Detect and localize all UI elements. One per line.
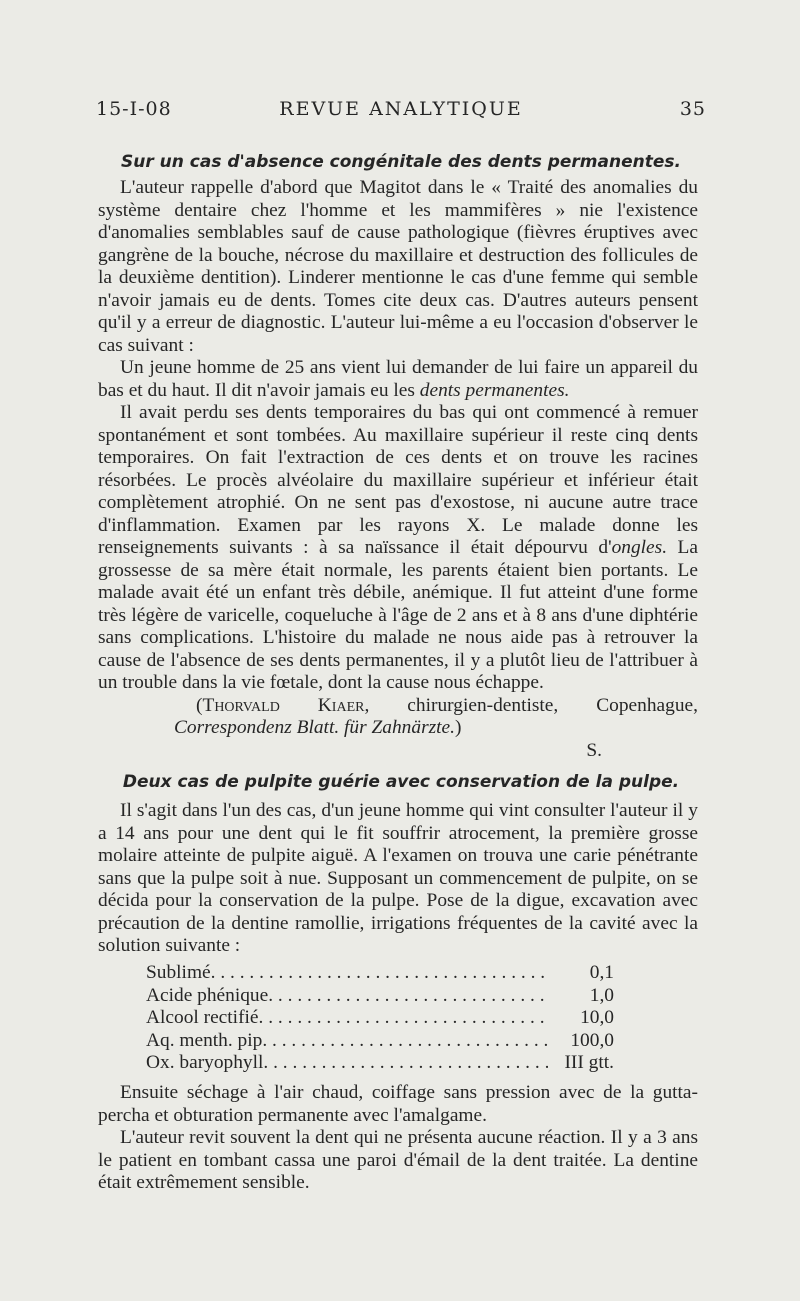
formula-row [146,1052,614,1075]
formula-quantity: 0,1 [589,962,614,983]
article-2-paragraph-2: Ensuite séchage à l'air chaud, coiffage sans pression avec de la gutta-percha et obturation permanente avec l'amalgame. [98,1082,698,1126]
formula-ingredient: Alcool rectifié [146,1007,259,1028]
article-2-body-continued [98,1082,698,1195]
article-2-heading: Deux cas de pulpite guérie avec conservation de la pulpe. [122,772,680,792]
article-1-heading: Sur un cas d'absence congénitale des dents permanentes. [121,152,681,172]
formula-ingredient: Acide phénique [146,984,269,1006]
formula-ingredient: Sublimé [146,962,211,983]
folio-date: 15-I-08 [96,98,172,120]
article-2-paragraph-1: Il s'agit dans l'un des cas, d'un jeune homme qui vint consulter l'auteur il y a 14 ans pour une dent qui le fit souffrir atrocement, la première grosse molaire atteinte de pulpite aiguë. A l'examen on trouva une carie pénétrante sans que la pulpe soit à nue. Supposant un commencement de pulpite, on se décida pour la conservation de la pulpe. Pose de la digue, excavation avec précaution de la dentine ramollie, irrigations fréquentes de la cavité avec la solution suivante : [98,800,698,956]
leader-dots [268,985,548,1008]
formula-quantity: III gtt. [564,1052,614,1073]
page-number: 35 [679,98,706,120]
article-1-source: (Thorvald Kiaer, chirurgien-dentiste, Copenhague, Correspondenz Blatt. für Zahnärzte.) [174,694,699,738]
formula-quantity: 100,0 [570,1029,614,1051]
article-1-signature: S. [586,739,602,761]
leader-dots [262,1030,548,1053]
formula-row [146,1007,614,1030]
paragraph-3-text-a: Il avait perdu ses dents temporaires du bas qui ont commencé à remuer spontanément et sont tombées. Au maxillaire supérieur il reste cinq dents temporaires. On fait l'extraction de ces dents et on trouve les racines résorbées. Le procès alvéolaire du maxillaire supérieur et inférieur était complètement atrophié. On ne sent pas d'exostose, ni aucune autre trace d'inflammation. Examen par les rayons X. Le malade donne les renseignements suivants : à sa naïssance il était dépourvu d' [98,402,698,558]
paragraph-2-emphasis: dents permanentes. [419,379,570,401]
running-head [96,98,706,126]
article-2-paragraph-3: L'auteur revit souvent la dent qui ne présenta aucune réaction. Il y a 3 ans le patient en tombant cassa une paroi d'émail de la dent traitée. La dentine était extrêmement sensible. [98,1127,698,1193]
article-1-paragraph-2 [98,357,698,402]
formula-ingredient: Aq. menth. pip [146,1029,263,1051]
formula-row [146,1030,614,1053]
article-1-body [98,177,698,762]
formula-row [146,962,614,985]
article-1-paragraph-1: L'auteur rappelle d'abord que Magitot dans le « Traité des anomalies du système dentaire chez l'homme et les mammifères » nie l'existence d'anomalies semblables sauf de cause pathologique (fièvres éruptives avec gangrène de la bouche, nécrose du maxillaire et destruction des follicules de la deuxième dentition). Linderer mentionne le cas d'une femme qui semble n'avoir jamais eu de dents. Tomes cite deux cas. D'autres auteurs pensent qu'il y a erreur de diagnostic. L'auteur lui-même a eu l'occasion d'observer le cas suivant : [98,177,698,356]
formula-quantity: 1,0 [589,984,614,1006]
source-author: Thorvald Kiaer [202,694,365,716]
paragraph-3-text-b: La grossesse de sa mère était normale, les parents étaient bien portants. Le malade avait été un enfant très débile, anémique. Il fut atteint d'une forme très légère de varicelle, coqueluche à l'âge de 2 ans et à 8 ans d'une diphtérie sans complications. L'histoire du malade ne nous aide pas à retrouver la cause de l'absence de ses dents permanentes, il y a plutôt lieu de l'attribuer à un trouble dans la vie fœtale, dont la cause nous échappe. [98,537,698,693]
formula-quantity: 10,0 [580,1007,614,1028]
paragraph-2-text: Un jeune homme de 25 ans vient lui demander de lui faire un appareil du bas et du haut. Il dit n'avoir jamais eu les [98,357,698,401]
formula-row [146,985,614,1008]
source-journal: Correspondenz Blatt. für Zahnärzte. [174,717,456,738]
journal-title: REVUE ANALYTIQUE [279,98,523,120]
leader-dots [211,962,548,985]
leader-dots [259,1007,548,1030]
prescription-formula [146,962,614,1075]
source-affiliation: , chirurgien-dentiste, Copenhague, [364,694,699,716]
article-2-body [98,800,698,958]
formula-ingredient: Ox. baryophyll [146,1052,264,1073]
leader-dots [263,1052,548,1075]
article-1-paragraph-3 [98,402,698,695]
paragraph-3-emphasis: ongles. [611,537,668,558]
